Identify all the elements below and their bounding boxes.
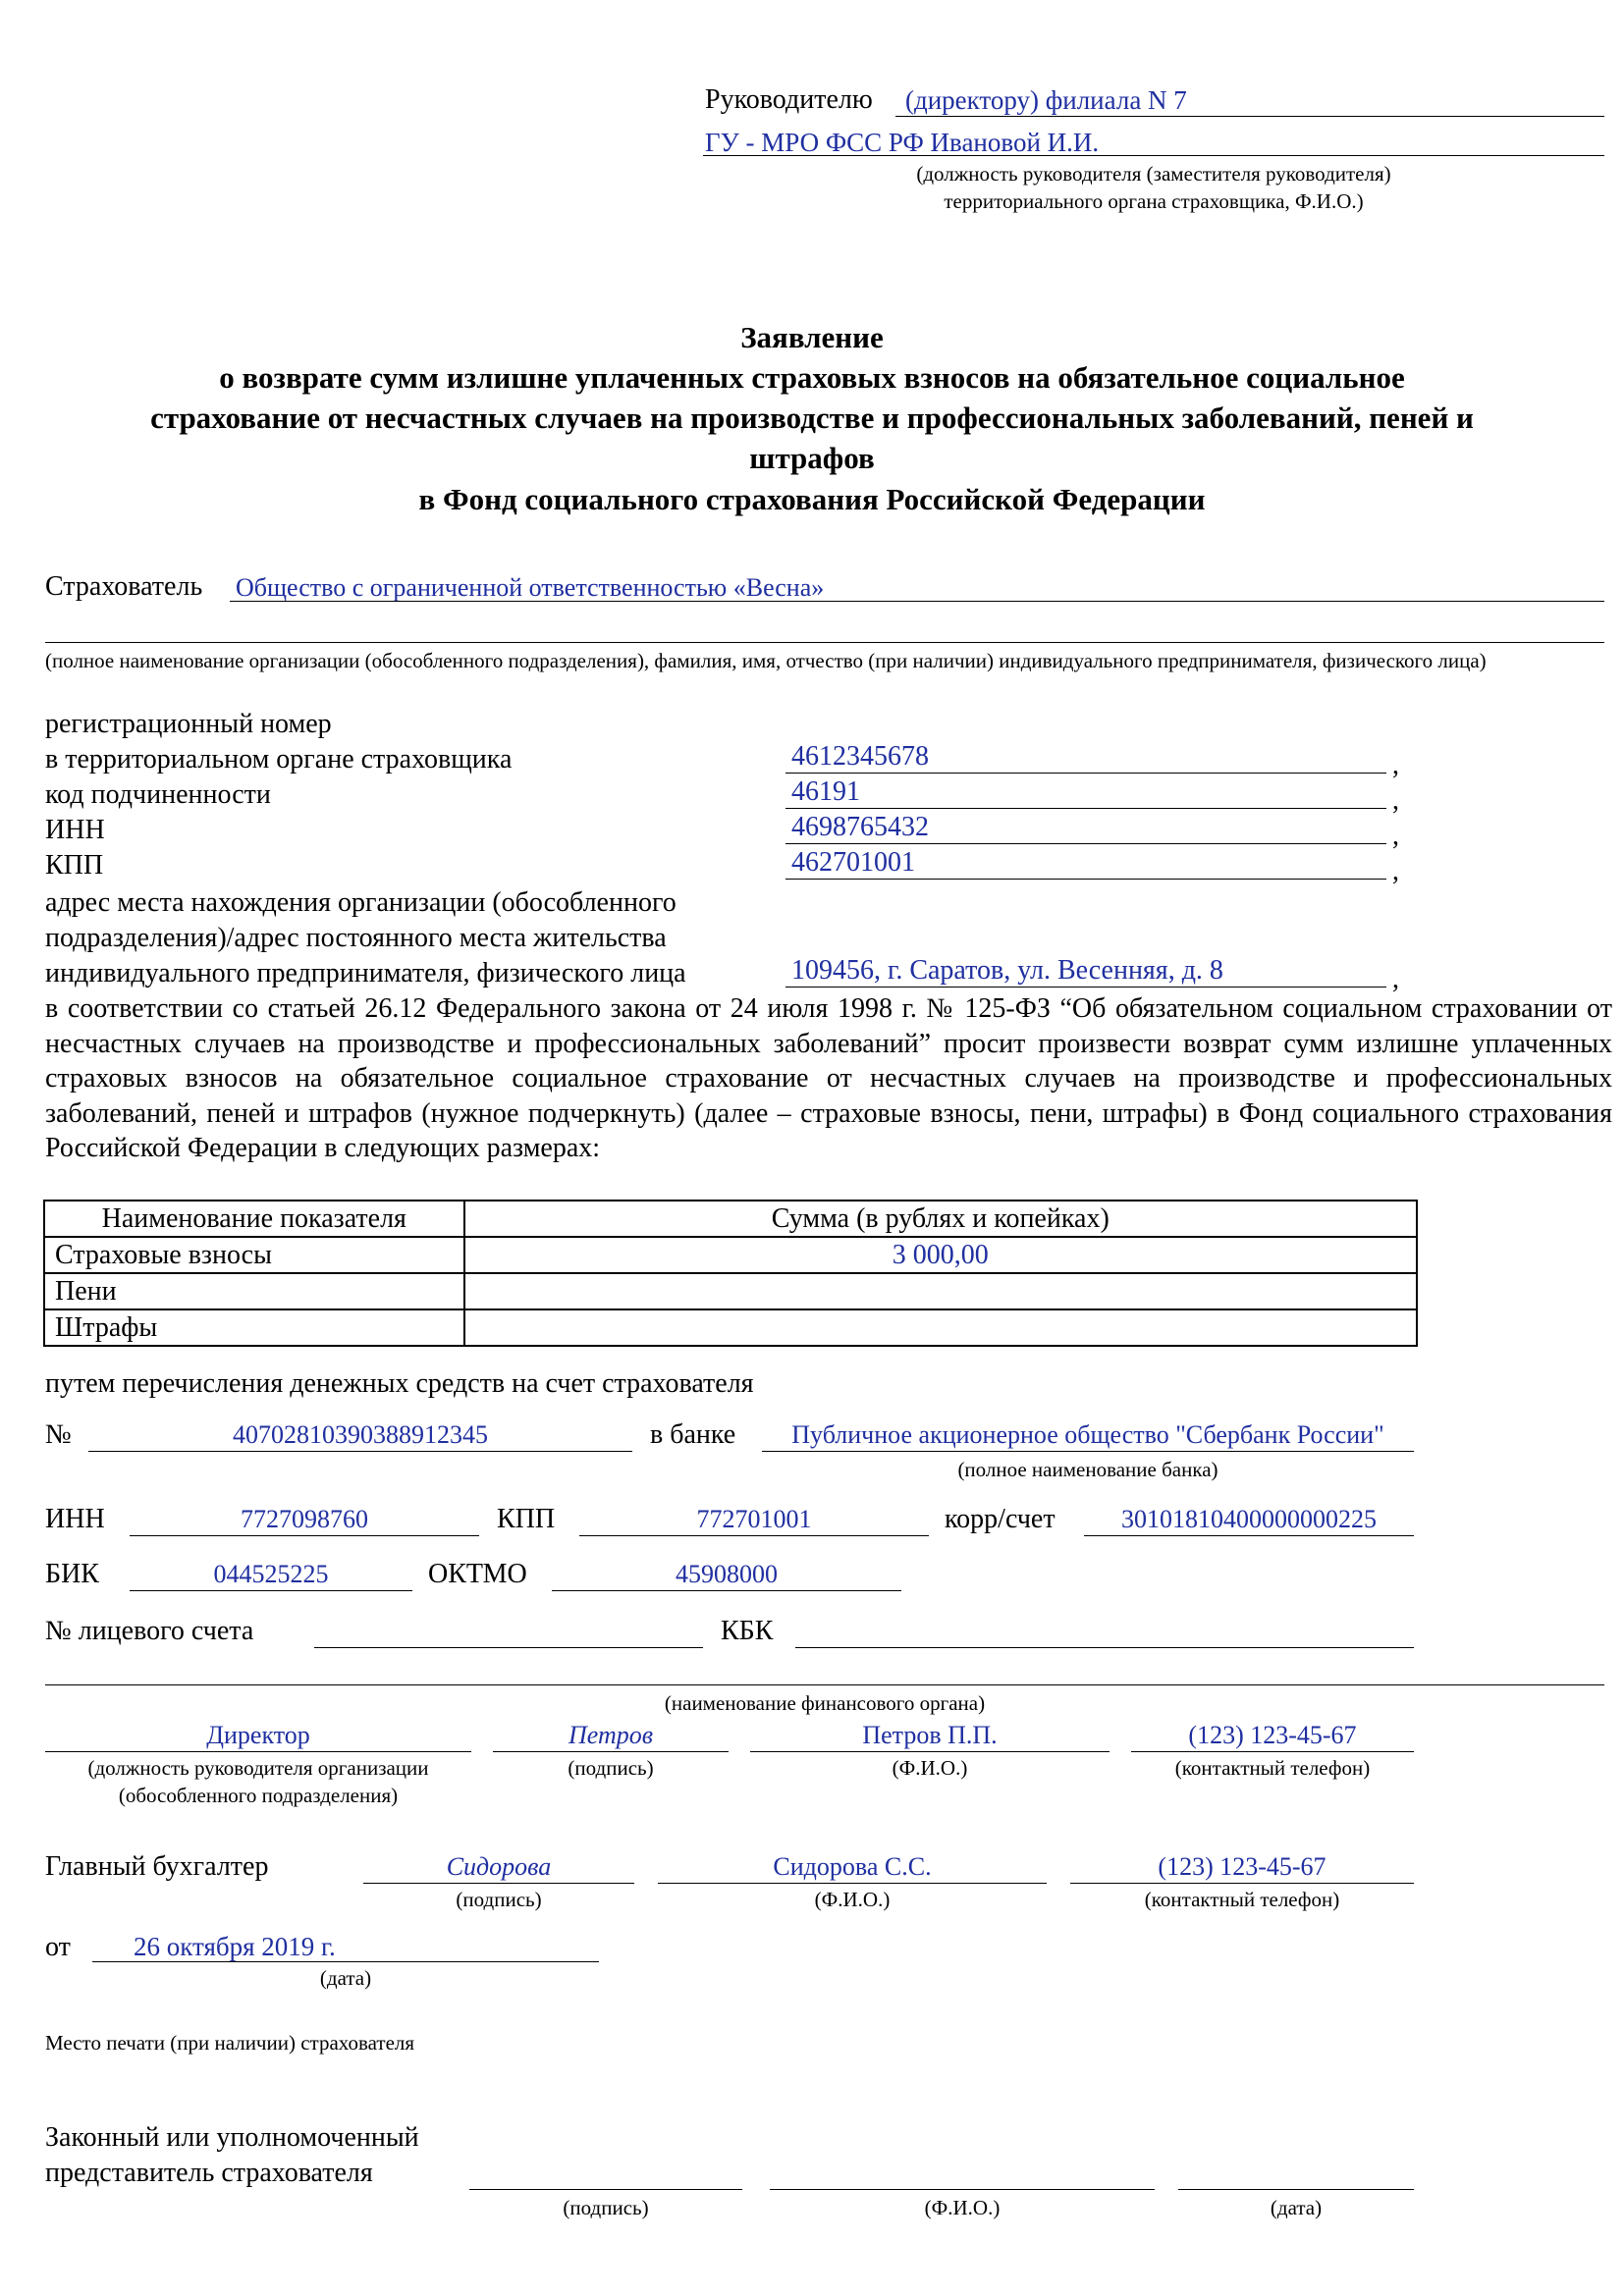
addressee-line1 xyxy=(895,116,1604,117)
account-value[interactable]: 40702810390388912345 xyxy=(233,1420,488,1449)
subordination-value[interactable]: 46191 xyxy=(791,776,860,807)
kbk-line xyxy=(795,1647,1414,1648)
table-row-value[interactable] xyxy=(464,1309,1417,1346)
subordination-comma: , xyxy=(1392,785,1399,816)
doc-title-line1: Заявление xyxy=(740,320,884,354)
insurer-line2 xyxy=(45,642,1604,643)
address-comma: , xyxy=(1392,964,1399,994)
corr-label: корр/счет xyxy=(945,1504,1056,1534)
director-signature-line xyxy=(493,1751,729,1752)
accountant-signature-line xyxy=(363,1883,634,1884)
bank-line xyxy=(762,1451,1414,1452)
stamp-text: Место печати (при наличии) страхователя xyxy=(45,2031,415,2055)
director-phone-value[interactable]: (123) 123-45-67 xyxy=(1188,1721,1357,1749)
table-row xyxy=(44,1273,1417,1309)
registration-comma: , xyxy=(1392,750,1399,780)
address-label-line2: подразделения)/адрес постоянного места жительства xyxy=(45,923,667,953)
kbk-label: КБК xyxy=(721,1616,774,1646)
oktmo-line xyxy=(552,1590,901,1591)
doc-title-line4: штрафов xyxy=(749,441,875,475)
accountant-phone-line xyxy=(1070,1883,1414,1884)
finance-caption: (наименование финансового органа) xyxy=(664,1691,986,1715)
addressee-value-line2[interactable]: ГУ - МРО ФСС РФ Ивановой И.И. xyxy=(705,128,1100,157)
director-name-line xyxy=(750,1751,1110,1752)
kpp-label: КПП xyxy=(45,850,104,881)
account-line xyxy=(88,1451,632,1452)
bik-line xyxy=(130,1590,412,1591)
finance-line xyxy=(45,1684,1604,1685)
representative-label-line2: представитель страхователя xyxy=(45,2158,373,2188)
oktmo-label: ОКТМО xyxy=(428,1559,527,1589)
table-row xyxy=(44,1309,1417,1346)
bank-kpp-label: КПП xyxy=(497,1504,556,1534)
accountant-phone-value[interactable]: (123) 123-45-67 xyxy=(1158,1852,1326,1881)
representative-label-line1: Законный или уполномоченный xyxy=(45,2122,419,2153)
kpp-comma: , xyxy=(1392,856,1399,886)
director-name-value[interactable]: Петров П.П. xyxy=(862,1721,998,1749)
corr-value[interactable]: 30101810400000000225 xyxy=(1121,1505,1377,1533)
accountant-signature-value[interactable]: Сидорова xyxy=(446,1852,552,1881)
account-label: № xyxy=(45,1419,72,1450)
addressee-label: Руководителю xyxy=(705,84,873,115)
doc-title-line5: в Фонд социального страхования Российской Федерации xyxy=(418,482,1206,516)
table-row-value[interactable] xyxy=(464,1273,1417,1309)
insurer-value[interactable]: Общество с ограниченной ответственностью «Весна» xyxy=(236,573,825,602)
accountant-name-value[interactable]: Сидорова С.С. xyxy=(773,1852,932,1881)
bank-inn-value[interactable]: 7727098760 xyxy=(241,1505,368,1533)
bank-kpp-line xyxy=(579,1535,929,1536)
bank-value[interactable]: Публичное акционерное общество "Сбербанк России" xyxy=(791,1420,1384,1449)
insurer-caption: (полное наименование организации (обособленного подразделения), фамилия, имя, отчество (при наличии) индивидуального предпринимателя, физического лица) xyxy=(45,649,1487,672)
director-phone-line xyxy=(1131,1751,1414,1752)
address-label-line1: адрес места нахождения организации (обособленного xyxy=(45,887,677,918)
corr-line xyxy=(1084,1535,1414,1536)
director-position-caption-line1: (должность руководителя организации xyxy=(87,1756,429,1780)
bank-inn-label: ИНН xyxy=(45,1504,105,1534)
director-name-caption: (Ф.И.О.) xyxy=(892,1756,968,1780)
address-value[interactable]: 109456, г. Саратов, ул. Весенняя, д. 8 xyxy=(791,955,1223,986)
oktmo-value[interactable]: 45908000 xyxy=(676,1560,778,1588)
kpp-value[interactable]: 462701001 xyxy=(791,847,915,878)
personal-account-label: № лицевого счета xyxy=(45,1616,254,1646)
table-row xyxy=(44,1237,1417,1273)
bank-kpp-value[interactable]: 772701001 xyxy=(696,1505,812,1533)
table-row-name: Штрафы xyxy=(44,1309,464,1346)
representative-date-line xyxy=(1178,2189,1414,2190)
subordination-label: код подчиненности xyxy=(45,779,271,810)
doc-title-line2: о возврате сумм излишне уплаченных страховых взносов на обязательное социальное xyxy=(219,360,1405,395)
insurer-line xyxy=(230,601,1604,602)
addressee-line2 xyxy=(703,155,1604,156)
body-paragraph: в соответствии со статьей 26.12 Федерального закона от 24 июля 1998 г. № 125-ФЗ “Об обязательном социальном страховании от несчастных случаев на производстве и профессиональных заболеваний” просит произвести возврат сумм излишне уплаченных страховых взносов на обязательное социальное страхование от несчастных случаев на производстве и профессиональных заболеваний, пеней и штрафов (нужное подчеркнуть) (далее – страховые взносы, пени, штрафы) в Фонд социального страхования Российской Федерации в следующих размерах: xyxy=(45,993,1612,1163)
bik-label: БИК xyxy=(45,1559,99,1589)
inn-line xyxy=(785,843,1386,844)
table-row-name: Страховые взносы xyxy=(44,1237,464,1273)
director-phone-caption: (контактный телефон) xyxy=(1174,1756,1371,1780)
inn-value[interactable]: 4698765432 xyxy=(791,812,929,842)
accountant-phone-caption: (контактный телефон) xyxy=(1144,1888,1340,1911)
table-row-value[interactable]: 3 000,00 xyxy=(464,1237,1417,1273)
kpp-line xyxy=(785,879,1386,880)
registration-value[interactable]: 4612345678 xyxy=(791,741,929,772)
director-position-line xyxy=(45,1751,471,1752)
addressee-caption-line2: территориального органа страховщика, Ф.И.О.) xyxy=(944,189,1364,213)
insurer-label: Страхователь xyxy=(45,571,203,602)
representative-name-line xyxy=(770,2189,1155,2190)
representative-name-caption: (Ф.И.О.) xyxy=(924,2196,1001,2219)
director-signature-value[interactable]: Петров xyxy=(568,1721,654,1749)
table-header-cell: Сумма (в рублях и копейках) xyxy=(464,1201,1417,1237)
accountant-label: Главный бухгалтер xyxy=(45,1851,269,1882)
addressee-caption-line1: (должность руководителя (заместителя руководителя) xyxy=(916,162,1391,186)
director-signature-caption: (подпись) xyxy=(568,1756,654,1780)
table-row-name: Пени xyxy=(44,1273,464,1309)
director-position-caption-line2: (обособленного подразделения) xyxy=(118,1784,399,1807)
representative-signature-caption: (подпись) xyxy=(563,2196,649,2219)
representative-date-caption: (дата) xyxy=(1270,2196,1323,2219)
date-value[interactable]: 26 октября 2019 г. xyxy=(134,1932,336,1961)
address-label-line3: индивидуального предпринимателя, физического лица xyxy=(45,958,686,988)
bank-caption: (полное наименование банка) xyxy=(957,1458,1218,1481)
registration-label-line2: в территориальном органе страховщика xyxy=(45,744,513,774)
doc-title-line3: страхование от несчастных случаев на производстве и профессиональных заболеваний, пеней и xyxy=(150,400,1474,435)
accountant-name-caption: (Ф.И.О.) xyxy=(814,1888,891,1911)
inn-comma: , xyxy=(1392,821,1399,851)
table-header-cell: Наименование показателя xyxy=(44,1201,464,1237)
bank-inn-line xyxy=(130,1535,479,1536)
bank-label: в банке xyxy=(650,1419,736,1450)
subordination-line xyxy=(785,808,1386,809)
director-position-value[interactable]: Директор xyxy=(206,1721,310,1749)
registration-label-line1: регистрационный номер xyxy=(45,709,332,739)
accountant-name-line xyxy=(658,1883,1047,1884)
transfer-text: путем перечисления денежных средств на счет страхователя xyxy=(45,1368,754,1399)
registration-line xyxy=(785,773,1386,774)
accountant-signature-caption: (подпись) xyxy=(456,1888,542,1911)
amounts-table xyxy=(43,1200,1418,1347)
addressee-value-line1[interactable]: (директору) филиала N 7 xyxy=(905,85,1187,115)
date-label: от xyxy=(45,1932,71,1962)
personal-account-line xyxy=(314,1647,703,1648)
inn-label: ИНН xyxy=(45,815,105,845)
date-line xyxy=(92,1961,599,1962)
bik-value[interactable]: 044525225 xyxy=(213,1560,329,1588)
address-line xyxy=(785,987,1386,988)
representative-signature-line xyxy=(469,2189,742,2190)
date-caption: (дата) xyxy=(319,1966,372,1990)
table-header-row xyxy=(44,1201,1417,1237)
